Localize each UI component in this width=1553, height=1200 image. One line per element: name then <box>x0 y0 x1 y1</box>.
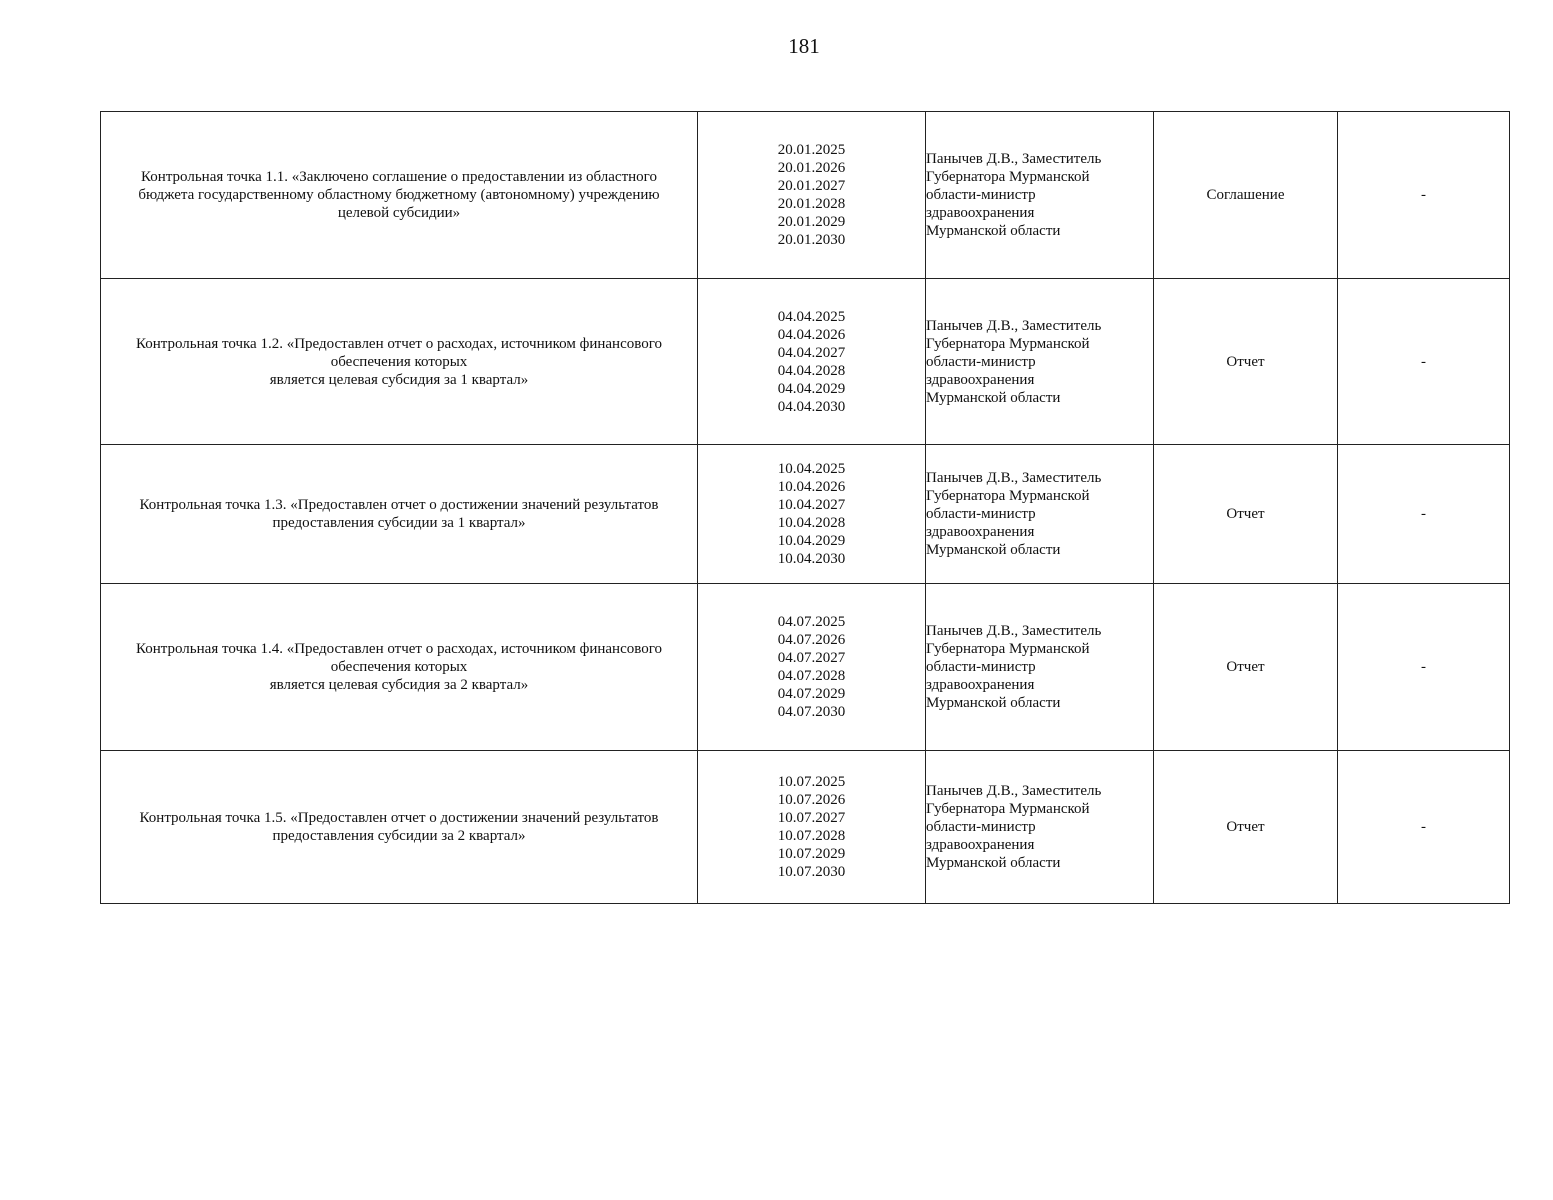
date-value: 04.04.2026 <box>777 326 846 343</box>
control-point-dates <box>698 445 926 584</box>
date-value: 10.07.2030 <box>777 864 846 880</box>
description-line: предоставления субсидии за 2 квартал» <box>272 828 526 844</box>
description-line: Контрольная точка 1.5. «Предоставлен отчет о достижении значений результатов <box>139 810 659 826</box>
date-value: 20.01.2030 <box>777 232 846 248</box>
description-line: Контрольная точка 1.4. «Предоставлен отчет о расходах, источником финансового <box>135 641 662 657</box>
date-value: 10.04.2030 <box>777 551 846 567</box>
description-line: бюджета государственному областному бюджетному (автономному) учреждению <box>138 187 660 203</box>
note-cell: - <box>1338 751 1510 904</box>
control-point-description <box>101 112 698 279</box>
description-line: Контрольная точка 1.1. «Заключено соглашение о предоставлении из областного <box>141 169 657 185</box>
control-point-description <box>101 279 698 445</box>
description-line: обеспечения которых <box>330 659 468 675</box>
responsible-line: Губернатора Мурманской <box>926 335 1090 352</box>
responsible-person <box>926 584 1154 751</box>
date-value: 04.04.2029 <box>777 380 846 397</box>
responsible-line: Мурманской области <box>926 389 1061 406</box>
date-value: 04.07.2028 <box>777 668 846 684</box>
table-row <box>101 584 1510 751</box>
date-value: 20.01.2025 <box>777 142 846 158</box>
control-point-dates <box>698 584 926 751</box>
table-row <box>101 751 1510 904</box>
note-cell: - <box>1338 584 1510 751</box>
responsible-line: здравоохранения <box>926 837 1035 853</box>
responsible-line: Губернатора Мурманской <box>926 488 1090 504</box>
responsible-line: здравоохранения <box>926 677 1035 693</box>
date-value: 10.07.2028 <box>777 828 846 844</box>
control-point-dates <box>698 112 926 279</box>
date-value: 20.01.2029 <box>777 214 846 230</box>
responsible-line: области-министр <box>926 187 1036 203</box>
table-row <box>101 112 1510 279</box>
date-value: 10.07.2029 <box>777 846 846 862</box>
table-row <box>101 279 1510 445</box>
date-value: 10.07.2025 <box>777 774 846 790</box>
date-value: 10.04.2027 <box>777 497 846 513</box>
control-point-description <box>101 445 698 584</box>
date-value: 04.04.2027 <box>777 344 846 361</box>
control-point-dates <box>698 279 926 445</box>
responsible-line: здравоохранения <box>926 205 1035 221</box>
description-line: Контрольная точка 1.2. «Предоставлен отчет о расходах, источником финансового <box>135 335 662 352</box>
note-cell: - <box>1338 279 1510 445</box>
date-value: 10.07.2026 <box>777 792 846 808</box>
control-point-dates <box>698 751 926 904</box>
responsible-line: Панычев Д.В., Заместитель <box>926 317 1102 334</box>
control-points-table <box>100 111 1510 904</box>
result-document: Отчет <box>1154 445 1338 584</box>
result-document: Отчет <box>1154 751 1338 904</box>
date-value: 20.01.2026 <box>777 160 846 176</box>
date-value: 10.07.2027 <box>777 810 846 826</box>
responsible-person <box>926 751 1154 904</box>
responsible-line: Мурманской области <box>926 223 1061 239</box>
date-value: 20.01.2028 <box>777 196 846 212</box>
page-number: 181 <box>788 34 820 58</box>
result-document: Соглашение <box>1154 112 1338 279</box>
date-value: 04.07.2027 <box>777 650 846 666</box>
date-value: 04.04.2025 <box>777 308 846 325</box>
control-point-description <box>101 584 698 751</box>
date-value: 04.07.2025 <box>777 614 846 630</box>
responsible-line: области-министр <box>926 819 1036 835</box>
responsible-line: Панычев Д.В., Заместитель <box>926 470 1102 486</box>
responsible-line: Губернатора Мурманской <box>926 641 1090 657</box>
description-line: обеспечения которых <box>330 353 468 370</box>
responsible-person <box>926 445 1154 584</box>
table-row <box>101 445 1510 584</box>
description-line: предоставления субсидии за 1 квартал» <box>272 515 526 531</box>
responsible-line: Панычев Д.В., Заместитель <box>926 151 1102 167</box>
responsible-line: области-министр <box>926 659 1036 675</box>
responsible-line: Панычев Д.В., Заместитель <box>926 623 1102 639</box>
control-point-description <box>101 751 698 904</box>
note-cell: - <box>1338 445 1510 584</box>
responsible-line: Мурманской области <box>926 695 1061 711</box>
date-value: 04.07.2030 <box>777 704 846 720</box>
responsible-line: области-министр <box>926 506 1036 522</box>
date-value: 04.07.2029 <box>777 686 846 702</box>
date-value: 10.04.2029 <box>777 533 846 549</box>
responsible-line: здравоохранения <box>926 371 1035 388</box>
description-line: является целевая субсидия за 1 квартал» <box>269 371 529 388</box>
description-line: является целевая субсидия за 2 квартал» <box>269 677 529 693</box>
result-document: Отчет <box>1154 584 1338 751</box>
responsible-line: Губернатора Мурманской <box>926 801 1090 817</box>
responsible-line: Мурманской области <box>926 855 1061 871</box>
responsible-line: Мурманской области <box>926 542 1061 558</box>
date-value: 04.04.2028 <box>777 362 846 379</box>
responsible-line: Губернатора Мурманской <box>926 169 1090 185</box>
description-line: Контрольная точка 1.3. «Предоставлен отчет о достижении значений результатов <box>139 497 659 513</box>
responsible-line: Панычев Д.В., Заместитель <box>926 783 1102 799</box>
note-cell: - <box>1338 112 1510 279</box>
description-line: целевой субсидии» <box>337 205 461 221</box>
responsible-line: здравоохранения <box>926 524 1035 540</box>
date-value: 20.01.2027 <box>777 178 846 194</box>
responsible-person <box>926 112 1154 279</box>
result-document: Отчет <box>1154 279 1338 445</box>
responsible-line: области-министр <box>926 353 1036 370</box>
date-value: 10.04.2028 <box>777 515 846 531</box>
date-value: 10.04.2026 <box>777 479 846 495</box>
date-value: 04.07.2026 <box>777 632 846 648</box>
responsible-person <box>926 279 1154 445</box>
date-value: 04.04.2030 <box>777 398 846 415</box>
date-value: 10.04.2025 <box>777 461 846 477</box>
